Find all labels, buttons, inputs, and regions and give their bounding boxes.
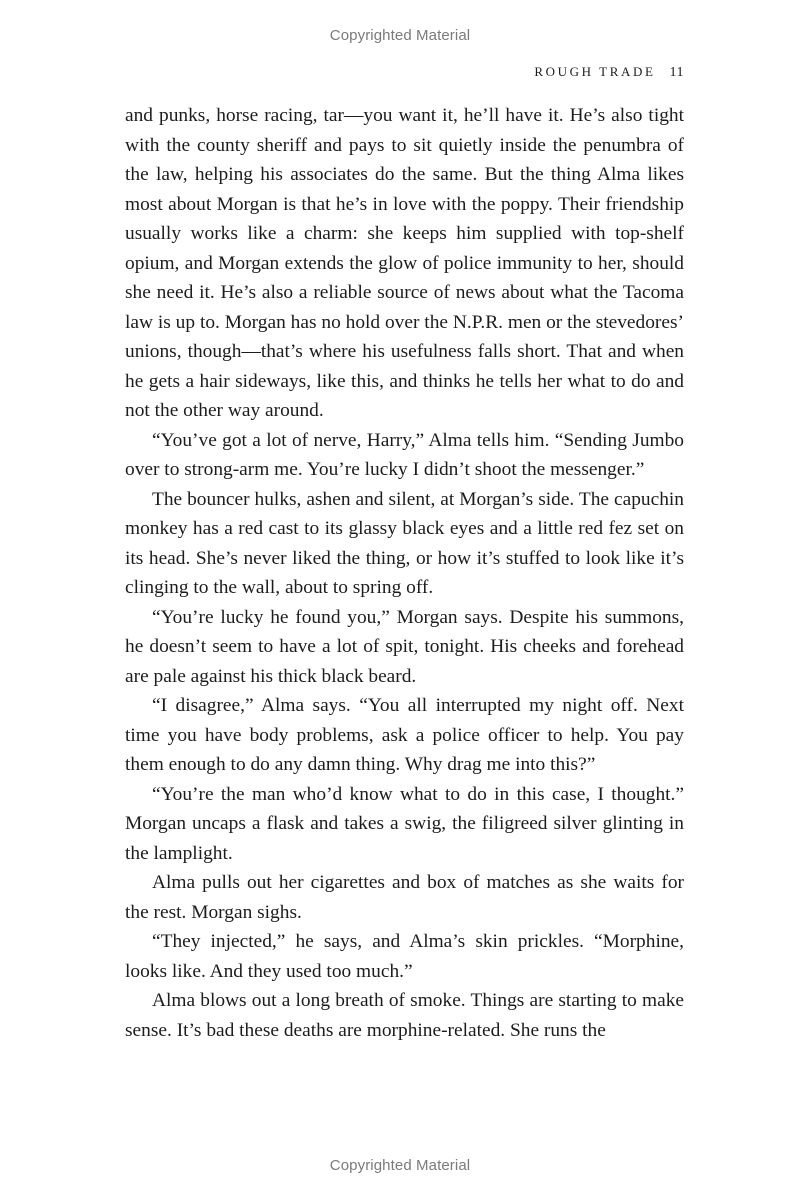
paragraph-1: and punks, horse racing, tar—you want it, he’ll have it. He’s also tight with the county sheriff and pays to sit quietly inside the penumbra of the law, helping his associates do the same. But the thing Alma likes most about Morgan is that he’s in love with the poppy. Their friendship usually works like a charm: she keeps him supplied with top-shelf opium, and Morgan extends the glow of police immunity to her, should she need it. He’s also a reliable source of news about what the Tacoma law is up to. Morgan has no hold over the N.P.R. men or the stevedores’ unions, though—that’s where his usefulness falls short. That and when he gets a hair sideways, like this, and thinks he tells her what to do and not the other way around. [125,105,684,421]
copyright-watermark-top: Copyrighted Material [329,27,471,44]
paragraph-7: Alma pulls out her cigarettes and box of matches as she waits for the rest. Morgan sighs. [125,872,684,923]
copyright-watermark-bottom: Copyrighted Material [329,1157,471,1174]
running-head [534,64,684,81]
body-text [125,101,684,1045]
book-title: ROUGH TRADE [534,64,656,79]
paragraph-8: “They injected,” he says, and Alma’s skin prickles. “Morphine, looks like. And they used too much.” [125,931,684,982]
paragraph-4: “You’re lucky he found you,” Morgan says. Despite his summons, he doesn’t seem to have a lot of spit, tonight. His cheeks and forehead are pale against his thick black beard. [125,606,684,687]
page-number: 11 [669,65,684,80]
paragraph-3: The bouncer hulks, ashen and silent, at Morgan’s side. The capuchin monkey has a red cast to its glassy black eyes and a little red fez set on its head. She’s never liked the thing, or how it’s stuffed to look like it’s clinging to the wall, about to spring off. [125,488,684,598]
paragraph-9: Alma blows out a long breath of smoke. Things are starting to make sense. It’s bad these deaths are morphine-related. She runs the [125,990,684,1041]
paragraph-2: “You’ve got a lot of nerve, Harry,” Alma tells him. “Sending Jumbo over to strong-arm me. You’re lucky I didn’t shoot the messenger.” [125,429,684,480]
paragraph-5: “I disagree,” Alma says. “You all interrupted my night off. Next time you have body problems, ask a police officer to help. You pay them enough to do any damn thing. Why drag me into this?” [125,695,684,775]
paragraph-6: “You’re the man who’d know what to do in this case, I thought.” Morgan uncaps a flask and takes a swig, the filigreed silver glinting in the lamplight. [125,783,684,864]
